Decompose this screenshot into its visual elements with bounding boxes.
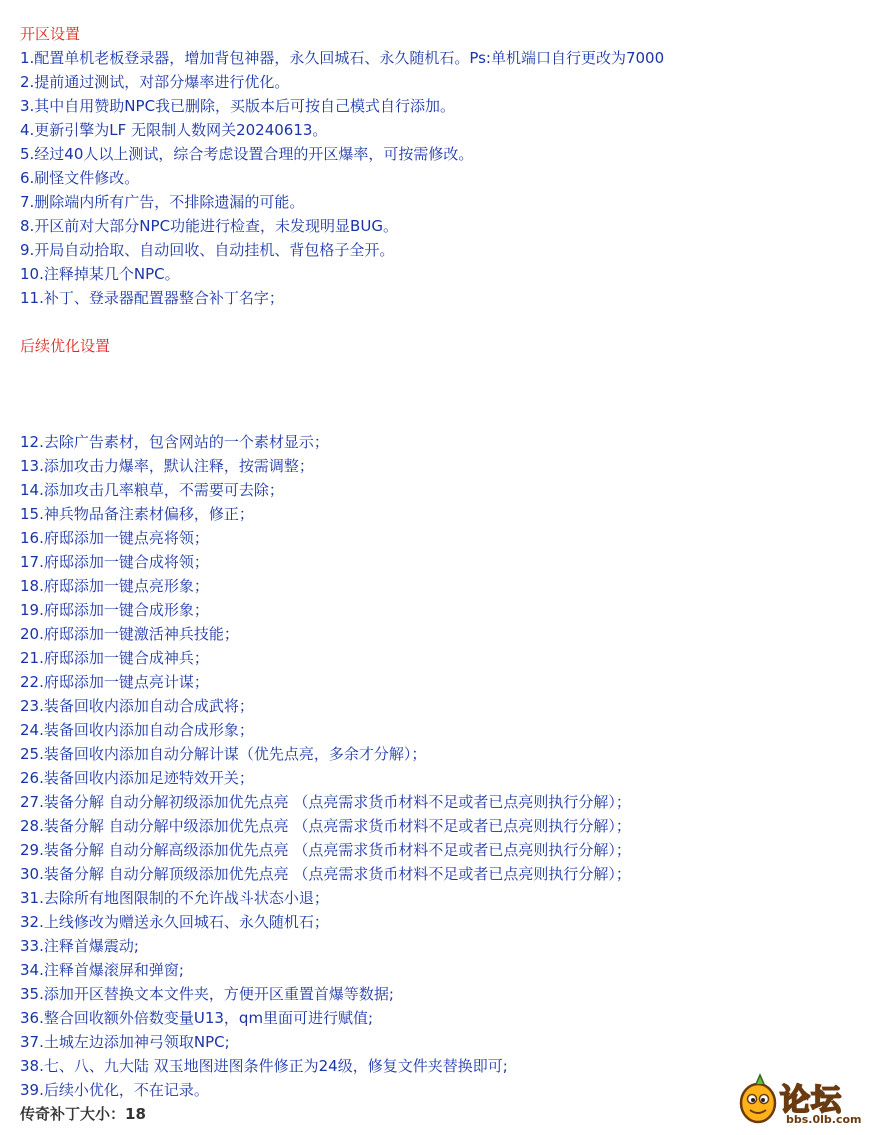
section-heading-follow-up: 后续优化设置 <box>20 337 111 355</box>
section-heading-server-setup: 开区设置 <box>20 25 81 43</box>
list-item: 25.装备回收内添加自动分解计谋（优先点亮，多余才分解）； <box>20 745 427 763</box>
list-item: 14.添加攻击几率粮草，不需要可去除； <box>20 481 284 499</box>
list-item: 9.开局自动拾取、自动回收、自动挂机、背包格子全开。 <box>20 241 395 259</box>
list-item: 3.其中自用赞助NPC我已删除，买版本后可按自己模式自行添加。 <box>20 97 456 115</box>
list-item: 20.府邸添加一键激活神兵技能； <box>20 625 239 643</box>
list-item: 24.装备回收内添加自动合成形象； <box>20 721 254 739</box>
list-item: 8.开区前对大部分NPC功能进行检查，未发现明显BUG。 <box>20 217 398 235</box>
document-body <box>20 22 870 1126</box>
watermark-url: bbs.0lb.com <box>786 1113 862 1126</box>
patch-size-label: 传奇补丁大小：18 <box>20 1105 146 1123</box>
list-item: 32.上线修改为赠送永久回城石、永久随机石； <box>20 913 329 931</box>
list-item: 6.刷怪文件修改。 <box>20 169 140 187</box>
list-item: 19.府邸添加一键合成形象； <box>20 601 209 619</box>
list-item: 29.装备分解 自动分解高级添加优先点亮 （点亮需求货币材料不足或者已点亮则执行分解）； <box>20 841 631 859</box>
list-item: 35.添加开区替换文本文件夹，方便开区重置首爆等数据; <box>20 985 394 1003</box>
list-item: 1.配置单机老板登录器，增加背包神器，永久回城石、永久随机石。Ps:单机端口自行更改为7000 <box>20 49 665 67</box>
list-item: 13.添加攻击力爆率，默认注释，按需调整； <box>20 457 314 475</box>
list-item: 2.提前通过测试，对部分爆率进行优化。 <box>20 73 290 91</box>
list-item: 10.注释掉某几个NPC。 <box>20 265 180 283</box>
list-item: 28.装备分解 自动分解中级添加优先点亮 （点亮需求货币材料不足或者已点亮则执行分解）； <box>20 817 631 835</box>
list-item: 31.去除所有地图限制的不允许战斗状态小退； <box>20 889 329 907</box>
list-item: 30.装备分解 自动分解顶级添加优先点亮 （点亮需求货币材料不足或者已点亮则执行分解）； <box>20 865 631 883</box>
list-item: 26.装备回收内添加足迹特效开关； <box>20 769 254 787</box>
list-item: 23.装备回收内添加自动合成武将； <box>20 697 254 715</box>
list-item: 18.府邸添加一键点亮形象； <box>20 577 209 595</box>
list-item: 27.装备分解 自动分解初级添加优先点亮 （点亮需求货币材料不足或者已点亮则执行分解）； <box>20 793 631 811</box>
list-item: 21.府邸添加一键合成神兵； <box>20 649 209 667</box>
list-item: 16.府邸添加一键点亮将领； <box>20 529 209 547</box>
list-item: 15.神兵物品备注素材偏移，修正； <box>20 505 254 523</box>
list-item: 36.整合回收额外倍数变量U13，qm里面可进行赋值; <box>20 1009 374 1027</box>
list-item: 12.去除广告素材，包含网站的一个素材显示； <box>20 433 329 451</box>
spacer <box>20 358 870 430</box>
watermark-logo-text: 论坛 <box>780 1083 842 1118</box>
list-item: 11.补丁、登录器配置器整合补丁名字； <box>20 289 284 307</box>
list-item: 37.土城左边添加神弓领取NPC; <box>20 1033 230 1051</box>
mascot-icon <box>736 1073 784 1129</box>
list-item: 17.府邸添加一键合成将领； <box>20 553 209 571</box>
list-item: 38.七、八、九大陆 双玉地图进图条件修正为24级，修复文件夹替换即可; <box>20 1057 508 1075</box>
forum-watermark-logo <box>736 1073 876 1129</box>
list-item: 39.后续小优化，不在记录。 <box>20 1081 209 1099</box>
list-item: 5.经过40人以上测试，综合考虑设置合理的开区爆率，可按需修改。 <box>20 145 474 163</box>
spacer <box>20 310 870 334</box>
list-item: 34.注释首爆滚屏和弹窗; <box>20 961 184 979</box>
list-item: 7.删除端内所有广告，不排除遗漏的可能。 <box>20 193 305 211</box>
list-item: 22.府邸添加一键点亮计谋； <box>20 673 209 691</box>
list-item: 4.更新引擎为LF 无限制人数网关20240613。 <box>20 121 328 139</box>
list-item: 33.注释首爆震动; <box>20 937 139 955</box>
